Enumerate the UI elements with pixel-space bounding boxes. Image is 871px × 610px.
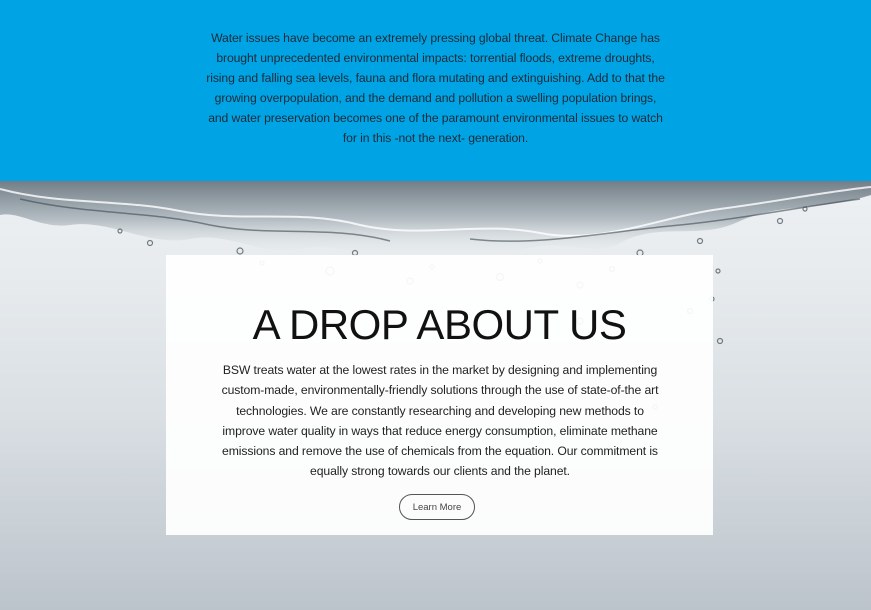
about-paragraph: BSW treats water at the lowest rates in the market by designing and implementing custom-made, environmentally-friendly solutions through the use of state-of-the art technologies. We are constantly researching and developing new methods to improve water quality in ways that reduce energy consumption, eliminate methane emissions and remove the use of chemicals from the equation. Our commitment is equally strong towards our clients and the planet. (221, 363, 659, 479)
about-card (166, 255, 713, 535)
learn-more-button[interactable]: Learn More (399, 494, 475, 520)
intro-section (0, 0, 871, 181)
intro-paragraph: Water issues have become an extremely pressing global threat. Climate Change has brought unprecedented environmental impacts: torrential floods, extreme droughts, rising and falling sea levels, fauna and flora mutating and extinguishing. Add to that the growing overpopulation, and the demand and pollution a swelling population brings, and water preservation becomes one of the paramount environmental issues to watch for in this -not the next- generation. (206, 31, 665, 145)
about-title: A DROP ABOUT US (252, 301, 627, 349)
